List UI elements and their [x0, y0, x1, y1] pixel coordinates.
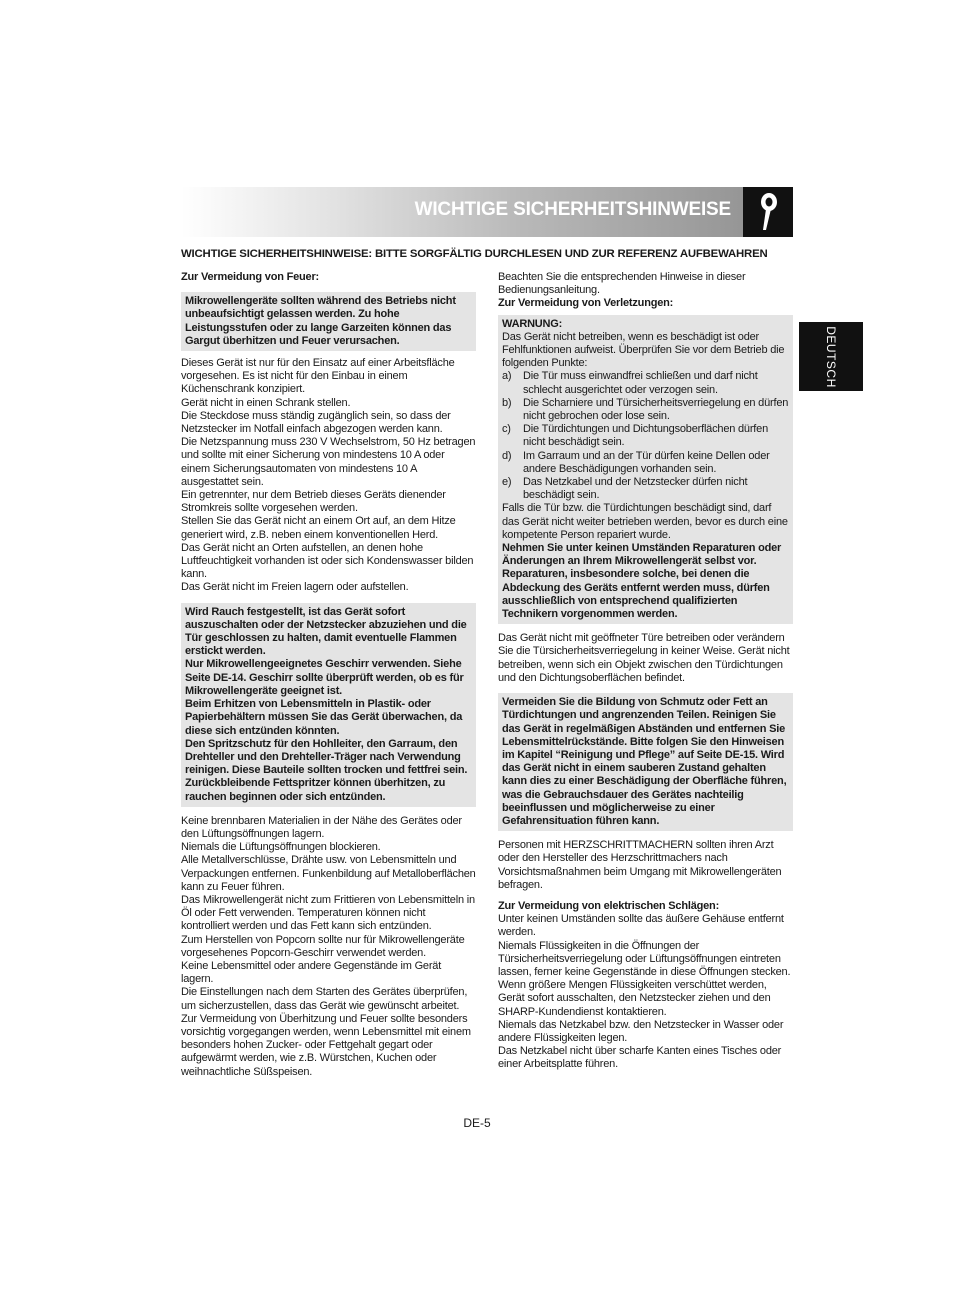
box-text: Falls die Tür bzw. die Türdichtungen beschädigt sind, darf das Gerät nicht weiter betrieben werden, bevor es durch eine kompetente Person repariert wurde. — [502, 502, 788, 541]
paragraph: Niemals Flüssigkeiten in die Öffnungen der Türsicherheitsverriegelung oder Lüftungsöffnungen eintreten lassen, ferner keine Gegenstände in diese Öffnungen stecken. Wenn größere Mengen Flüssigkeiten verschüttet werden, Gerät sofort ausschalten, den Netzstecker ziehen und den SHARP-Kundendienst kontaktieren. — [498, 939, 791, 1018]
heading-shock: Zur Vermeidung von elektrischen Schlägen: — [498, 899, 720, 912]
box-text: Mikrowellengeräte sollten während des Betriebs nicht unbeaufsichtigt gelassen werden. Zu hohe Leistungsstufen oder zu lange Garzeiten können das Gargut überhitzen und Feuer verursachen. — [185, 295, 456, 347]
paragraph: Gerät nicht in einen Schrank stellen. — [181, 396, 351, 409]
paragraph: Die Einstellungen nach dem Starten des Gerätes überprüfen, um sicherzustellen, dass das Gerät wie gewünscht arbeitet. — [181, 986, 468, 1012]
list-item: d) Im Garraum und an der Tür dürfen keine Dellen oder andere Beschädigungen vorhanden sein. — [502, 449, 770, 475]
paragraph: Unter keinen Umständen sollte das äußere Gehäuse entfernt werden. — [498, 913, 784, 939]
paragraph: Keine Lebensmittel oder andere Gegenstände im Gerät lagern. — [181, 959, 442, 986]
box-warning — [498, 315, 793, 625]
paragraph: Ein getrennter, nur dem Betrieb dieses Geräts dienender Stromkreis sollte vorgesehen werden. — [181, 489, 446, 515]
spoon-icon — [755, 192, 781, 232]
box-text: Nur Mikrowellengeeignetes Geschirr verwenden. Siehe Seite DE-14. Geschirr sollte überprüft werden, ob es für Mikrowellengeräte geeignet ist. — [185, 658, 464, 697]
box-smoke-warning — [181, 603, 476, 807]
check-list — [502, 370, 789, 502]
warning-label: WARNUNG: — [502, 317, 563, 330]
paragraph: Das Netzkabel nicht über scharfe Kanten eines Tisches oder einer Arbeitsplatte führen. — [498, 1045, 782, 1071]
list-item: c) Die Türdichtungen und Dichtungsoberflächen dürfen nicht beschädigt sein. — [502, 423, 768, 449]
section-header — [181, 187, 793, 237]
language-label: DEUTSCH — [823, 325, 838, 388]
left-column — [181, 271, 476, 1079]
section-title: WICHTIGE SICHERHEITSHINWEISE — [414, 199, 731, 220]
paragraph: Das Gerät nicht an Orten aufstellen, an denen hohe Luftfeuchtigkeit vorhanden ist oder sich Kondenswasser bilden kann. — [181, 541, 474, 581]
paragraph: Das Gerät nicht mit geöffneter Türe betreiben oder verändern Sie die Türsicherheitsverriegelung in keiner Weise. Gerät nicht betreiben, wenn sich ein Objekt zwischen den Türdichtungen und den Dichtungsoberflächen befindet. — [498, 632, 790, 684]
paragraph: Personen mit HERZSCHRITTMACHERN sollten ihren Arzt oder den Hersteller des Herzschrittmachers nach Vorsichtsmaßnahmen beim Umgang mit Mikrowellengeräten befragen. — [498, 839, 782, 891]
paragraph: Die Steckdose muss ständig zugänglich sein, so dass der Netzstecker im Notfall einfach abgezogen werden kann. — [181, 409, 451, 436]
box-text: Beim Erhitzen von Lebensmitteln in Plastik- oder Papierbehältern müssen Sie das Gerät überwachen, da diese sich entzünden könnten. — [185, 698, 463, 737]
paragraph: Die Netzspannung muss 230 V Wechselstrom, 50 Hz betragen und sollte mit einer Sicherung von mindestens 10 A oder einem Sicherungsautomaten von mindestens 10 A ausgestattet sein. — [181, 436, 476, 488]
list-item: e) Das Netzkabel und der Netzstecker dürfen nicht beschädigt sein. — [502, 476, 748, 502]
paragraph: Das Mikrowellengerät nicht zum Frittieren von Lebensmitteln in Öl oder Fett verwenden. Temperaturen können nicht kontrolliert werden und das Fett kann sich entzünden. — [181, 893, 475, 933]
header-icon-box — [743, 187, 793, 237]
box-text: Das Gerät nicht betreiben, wenn es beschädigt ist oder Fehlfunktionen aufweist. Überprüfen Sie vor dem Betrieb die folgenden Punkte: — [502, 330, 785, 370]
paragraph: Stellen Sie das Gerät nicht an einem Ort auf, an dem Hitze generiert wird, z.B. neben einem konventionellen Herd. — [181, 515, 456, 541]
box-microwave-unattended — [181, 292, 476, 351]
box-text: Nehmen Sie unter keinen Umständen Reparaturen oder Änderungen an Ihrem Mikrowellengerät selbst vor. Reparaturen, insbesondere solche, bei denen die Abdeckung des Geräts entfernt werden muss, dürfen ausschließlich von entsprechend qualifizierten Technikern vorgenommen werden. — [502, 542, 782, 621]
list-item: b) Die Scharniere und Türsicherheitsverriegelung en dürfen nicht gebrochen oder lose sein. — [502, 396, 789, 423]
paragraph: Zur Vermeidung von Überhitzung und Feuer sollte besonders vorsichtig vorgegangen werden, wenn Lebensmittel mit einem besonders hohen Zucker- oder Fettgehalt gegart oder aufgewärmt werden, wie z.B. Würstchen, Kuchen oder weihnachtliche Süßspeisen. — [181, 1012, 471, 1078]
paragraph: Niemals die Lüftungsöffnungen blockieren. — [181, 841, 381, 854]
list-item: a) Die Tür muss einwandfrei schließen und darf nicht schlecht ausgerichtet oder verzogen sein. — [502, 370, 758, 396]
box-text: Vermeiden Sie die Bildung von Schmutz oder Fett an Türdichtungen und angrenzenden Teilen. Reinigen Sie das Gerät in regelmäßigen Abständen und entfernen Sie Lebensmittelrückstände. Bitte folgen Sie den Hinweisen im Kapitel “Reinigung und Pflege” auf Seite DE-15. Wird das Gerät nicht in einem sauberen Zustand gehalten kann dies zu einer Beschädigung der Oberfläche führen, was die Gebrauchsdauer des Gerätes nachteilig beeinflussen und möglicherweise zu einer Gefahrensituation führen kann. — [502, 696, 787, 827]
paragraph: Dieses Gerät ist nur für den Einsatz auf einer Arbeitsfläche vorgesehen. Es ist nicht für den Einbau in einem Küchenschrank konzipiert. — [181, 357, 455, 396]
paragraph: Niemals das Netzkabel bzw. den Netzstecker in Wasser oder andere Flüssigkeiten legen. — [498, 1018, 784, 1044]
box-text: Den Spritzschutz für den Hohlleiter, den Garraum, den Drehteller und den Drehteller-Träger nach Verwendung reinigen. Diese Bauteile sollten trocken und fettfrei sein. Zurückbleibende Fettspritzer können überhitzen, zu rauchen beginnen oder sich entzünden. — [185, 737, 468, 803]
box-dirt-warning — [498, 693, 793, 831]
box-text: Wird Rauch festgestellt, ist das Gerät sofort auszuschalten oder der Netzstecker abzuziehen und die Tür geschlossen zu halten, damit eventuelle Flammen erstickt werden. — [185, 605, 467, 658]
paragraph: Keine brennbaren Materialien in der Nähe des Gerätes oder den Lüftungsöffnungen lagern. — [181, 814, 462, 840]
page-subtitle: WICHTIGE SICHERHEITSHINWEISE: BITTE SORGFÄLTIG DURCHLESEN UND ZUR REFERENZ AUFBEWAHREN — [181, 248, 768, 260]
paragraph: Alle Metallverschlüsse, Drähte usw. von Lebensmitteln und Verpackungen entfernen. Funkenbildung auf Metalloberflächen kann zu Feuer führen. — [181, 854, 476, 893]
language-tab — [799, 322, 863, 391]
heading-fire: Zur Vermeidung von Feuer: — [181, 271, 320, 283]
right-column — [498, 271, 793, 1072]
paragraph: Das Gerät nicht im Freien lagern oder aufstellen. — [181, 581, 409, 594]
page-number: DE-5 — [463, 1116, 491, 1130]
heading-injury: Zur Vermeidung von Verletzungen: — [498, 297, 674, 310]
paragraph: Beachten Sie die entsprechenden Hinweise in dieser Bedienungsanleitung. — [498, 271, 746, 297]
paragraph: Zum Herstellen von Popcorn sollte nur für Mikrowellengeräte vorgesehenes Popcorn-Geschirr verwendet werden. — [181, 933, 465, 959]
